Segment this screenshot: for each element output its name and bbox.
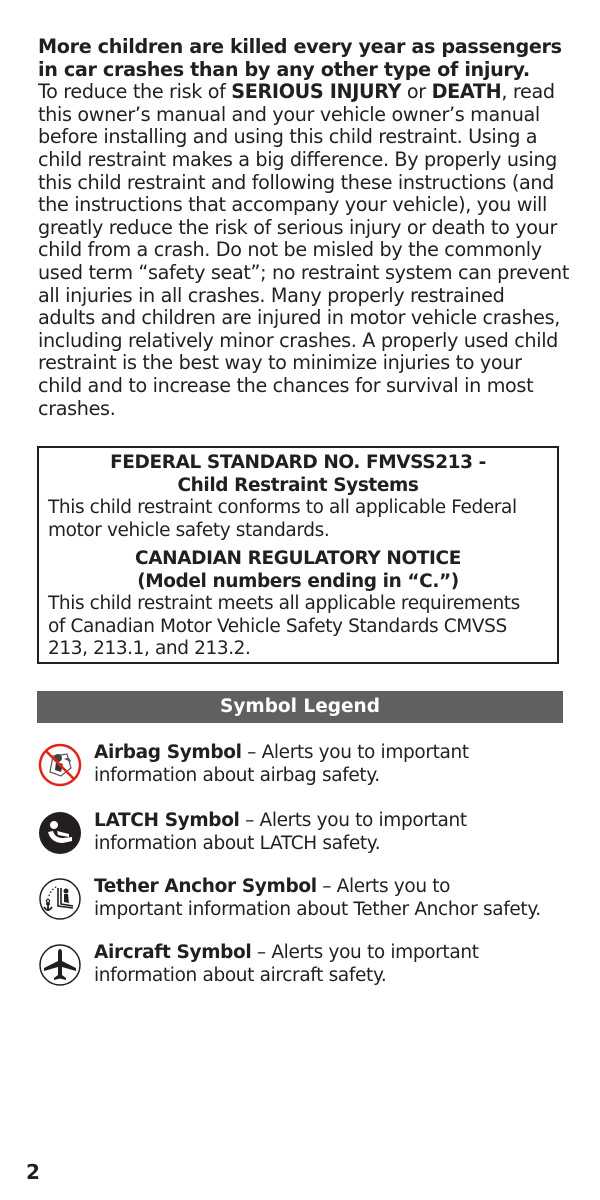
intro-line: child from a crash. Do not be misled by the commonly xyxy=(38,238,542,262)
intro-bold-line: in car crashes than by any other type of injury. xyxy=(38,57,530,81)
page-number: 2 xyxy=(26,1160,40,1184)
intro-line: the instructions that accompany your vehicle), you will xyxy=(38,193,548,217)
legend-item-text: LATCH Symbol – Alerts you to important information about LATCH safety. xyxy=(94,810,467,854)
canadian-body-line: of Canadian Motor Vehicle Safety Standards CMVSS xyxy=(48,615,507,637)
legend-item-text: Airbag Symbol – Alerts you to important information about airbag safety. xyxy=(94,742,469,786)
intro-line: all injuries in all crashes. Many properly restrained xyxy=(38,283,505,307)
aircraft-icon xyxy=(37,942,83,988)
intro-line: child and to increase the chances for survival in most xyxy=(38,373,534,397)
federal-body-line: This child restraint conforms to all applicable Federal xyxy=(48,497,517,518)
latch-icon xyxy=(37,810,83,856)
federal-body-line: motor vehicle safety standards. xyxy=(48,519,330,541)
federal-subheading: Child Restraint Systems xyxy=(177,474,419,496)
airbag-icon xyxy=(37,742,83,788)
death-emphasis: DEATH xyxy=(431,80,502,104)
tether-anchor-icon xyxy=(37,876,83,922)
legend-item-text: Aircraft Symbol – Alerts you to important information about aircraft safety. xyxy=(94,942,479,986)
legend-item-aircraft xyxy=(37,942,567,990)
intro-line: this owner’s manual and your vehicle owner’s manual xyxy=(38,102,540,126)
intro-bold-line: More children are killed every year as passengers xyxy=(38,35,562,58)
risk-line: To reduce the risk of SERIOUS INJURY or DEATH, read xyxy=(38,80,555,104)
canadian-body-line: This child restraint meets all applicable requirements xyxy=(48,593,520,614)
intro-paragraph xyxy=(38,36,568,420)
legend-item-name: Airbag Symbol xyxy=(94,742,242,763)
intro-line: greatly reduce the risk of serious injury or death to your xyxy=(38,215,557,239)
intro-line: restraint is the best way to minimize injuries to your xyxy=(38,351,522,375)
intro-line: including relatively minor crashes. A properly used child xyxy=(38,328,559,352)
canadian-heading: CANADIAN REGULATORY NOTICE xyxy=(135,548,461,569)
legend-item-tether-anchor xyxy=(37,876,567,924)
legend-item-name: Aircraft Symbol xyxy=(94,942,252,963)
serious-injury-emphasis: SERIOUS INJURY xyxy=(231,80,402,104)
legend-item-latch xyxy=(37,810,567,858)
legend-item-text: Tether Anchor Symbol – Alerts you to important information about Tether Anchor safety. xyxy=(94,876,541,920)
intro-line: child restraint makes a big difference. By properly using xyxy=(38,147,557,171)
canadian-subheading: (Model numbers ending in “C.”) xyxy=(137,570,459,592)
intro-line: before installing and using this child restraint. Using a xyxy=(38,125,538,149)
regulatory-notice-box xyxy=(37,446,559,664)
legend-item-airbag xyxy=(37,742,567,790)
legend-item-name: Tether Anchor Symbol xyxy=(94,876,317,897)
symbol-legend-heading: Symbol Legend xyxy=(37,691,563,723)
intro-line: this child restraint and following these instructions (and xyxy=(38,170,555,194)
intro-line: used term “safety seat”; no restraint system can prevent xyxy=(38,260,570,284)
federal-heading: FEDERAL STANDARD NO. FMVSS213 - xyxy=(110,452,486,473)
intro-line: adults and children are injured in motor vehicle crashes, xyxy=(38,306,561,330)
legend-item-name: LATCH Symbol xyxy=(94,810,240,831)
intro-line: crashes. xyxy=(38,396,116,420)
canadian-body-line: 213, 213.1, and 213.2. xyxy=(48,638,251,659)
